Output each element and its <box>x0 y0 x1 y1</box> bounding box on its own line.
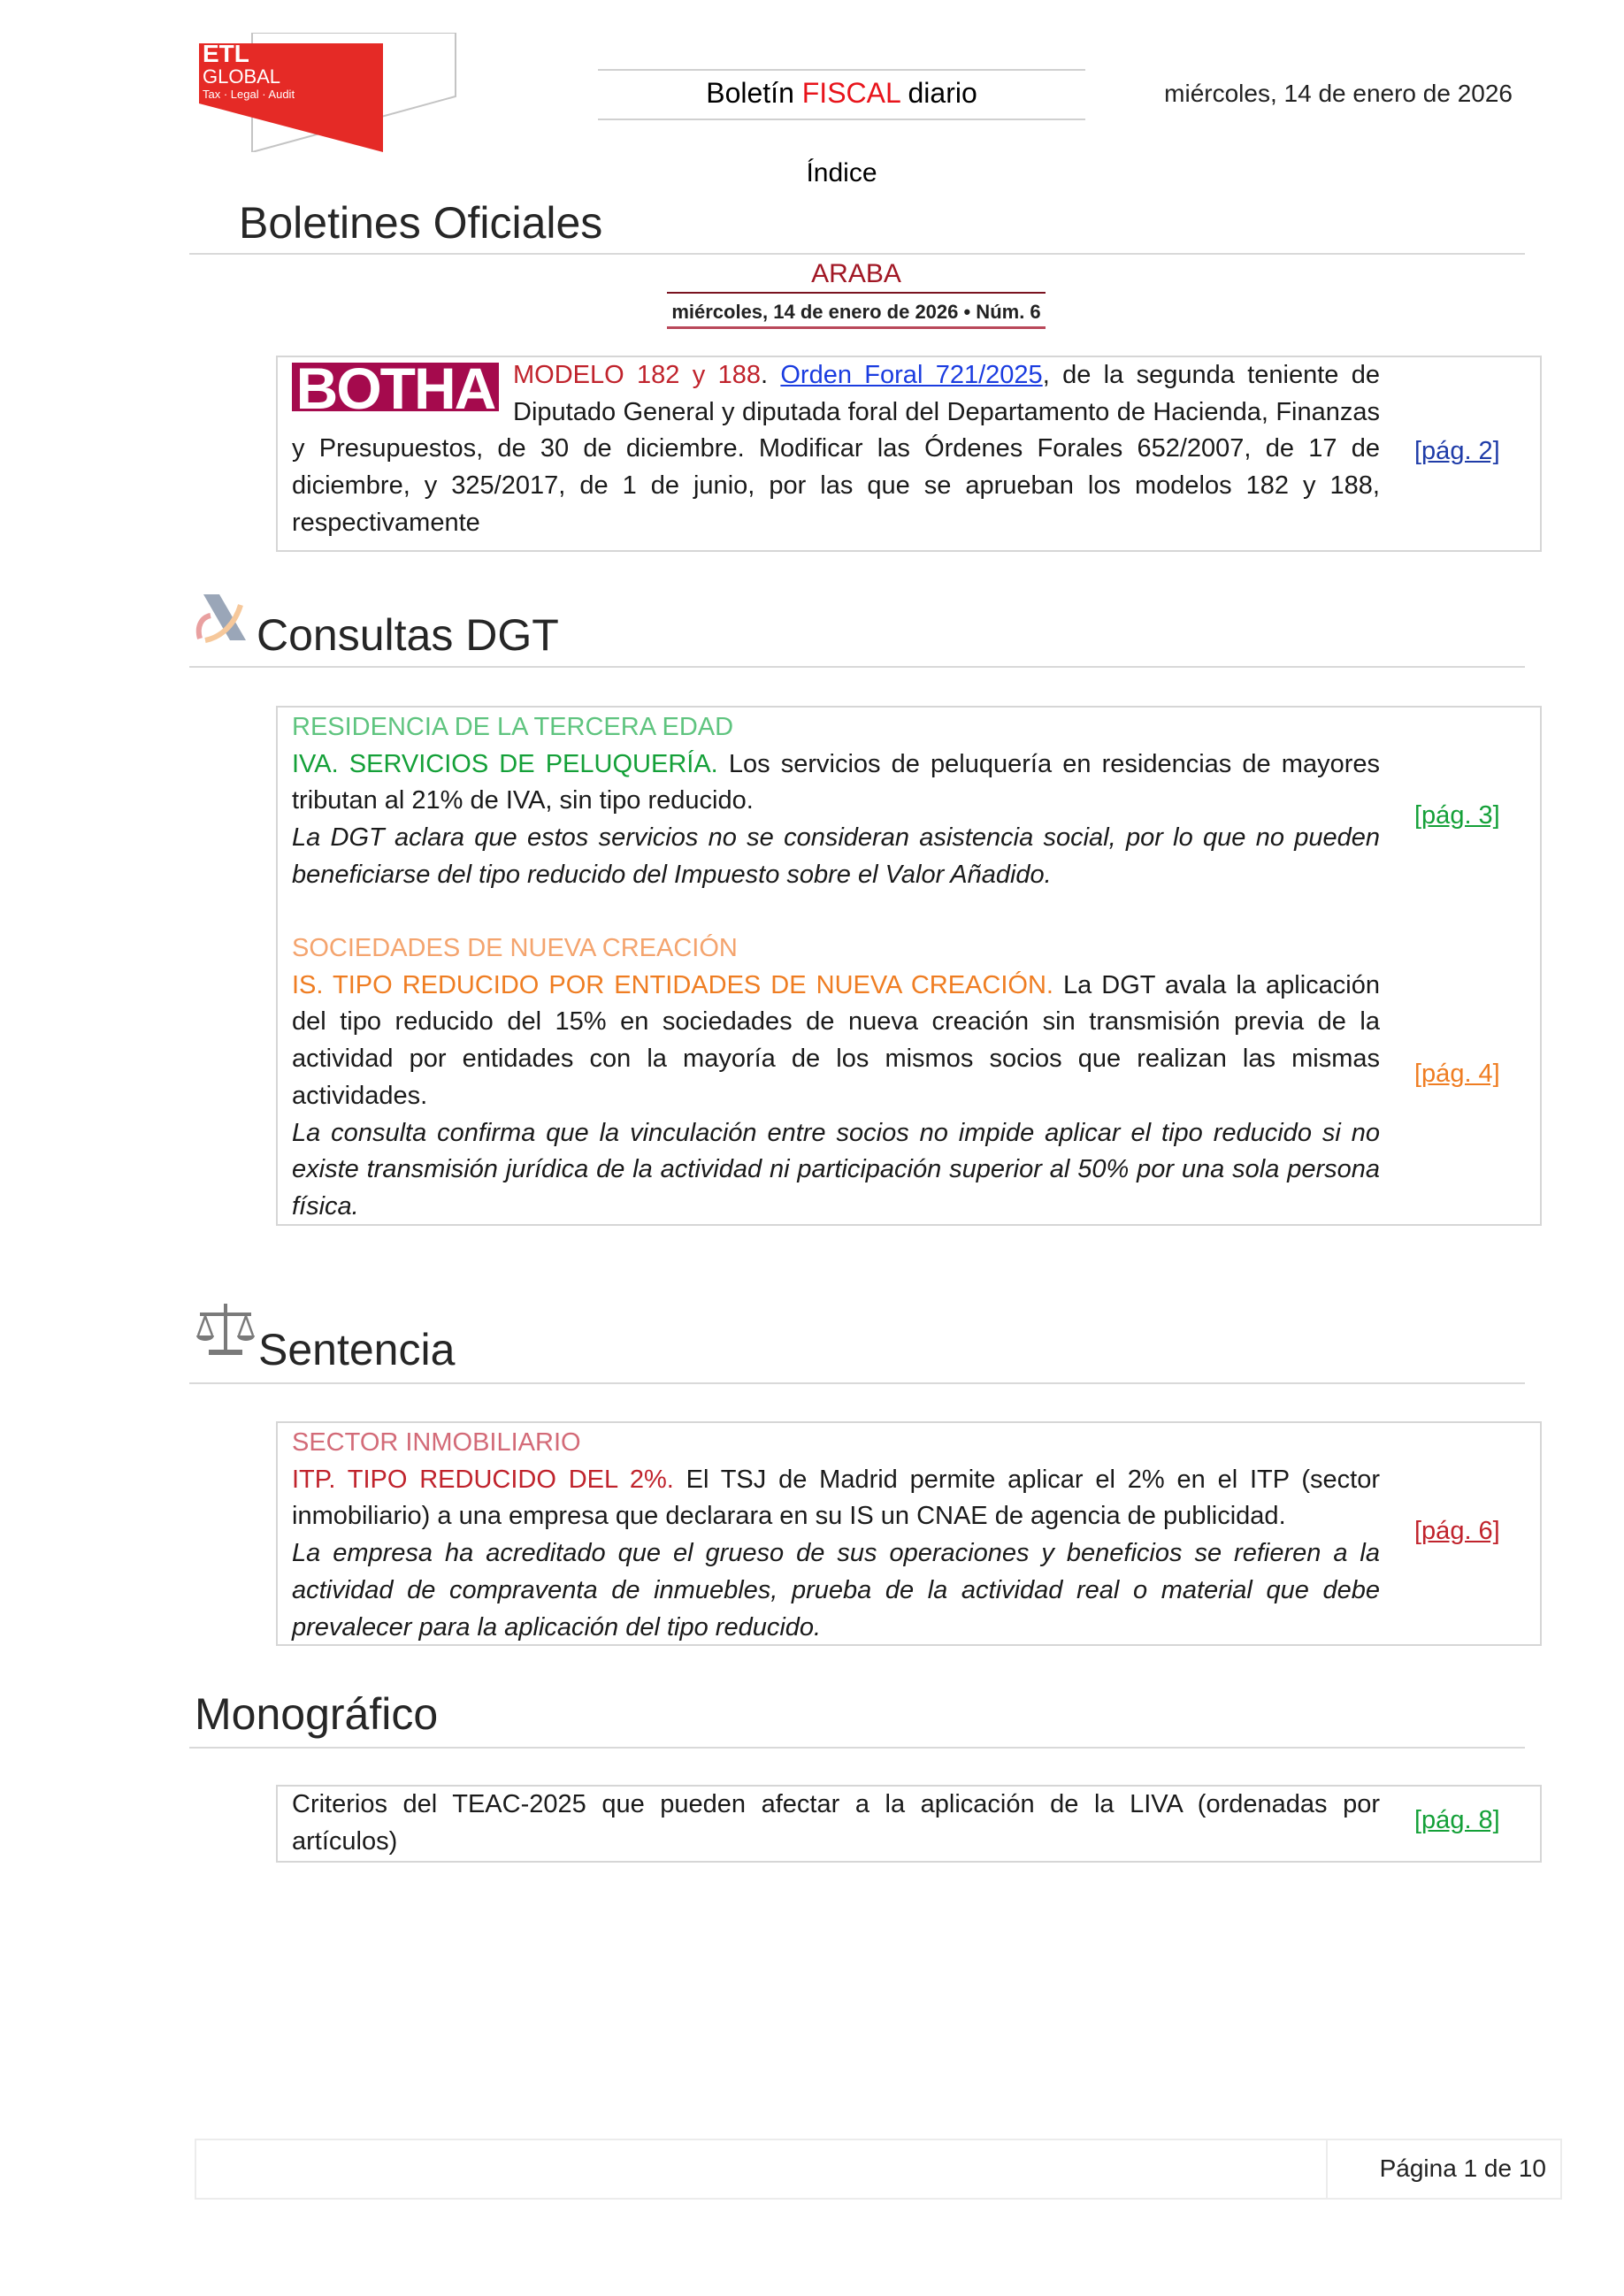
entry-body: La DGT avala la aplicación del tipo reducido del 15% en sociedades de nueva creación sin transmisión previa de la actividad por entidades con la mayoría de los mismos socios que realizan las mismas actividades. <box>292 970 1380 1110</box>
section-divider <box>189 1747 1525 1749</box>
section-title-consultas: Consultas DGT <box>257 610 559 660</box>
orden-foral-link[interactable]: Orden Foral 721/2025 <box>780 361 1043 389</box>
sentencia-entry-text <box>292 1425 1380 1646</box>
bulletin-title-prefix: Boletín <box>706 77 802 109</box>
entry-body: Criterios del TEAC-2025 que pueden afectar a la aplicación de la LIVA (ordenadas por artículos) <box>292 1790 1380 1856</box>
page-number: Página 1 de 10 <box>1379 2154 1546 2182</box>
header-date: miércoles, 14 de enero de 2026 <box>1164 80 1513 107</box>
entry-body: El TSJ de Madrid permite aplicar el 2% en el ITP (sector inmobiliario) a una empresa que declarara en su IS un CNAE de agencia de publicidad. <box>292 1465 1380 1531</box>
entry-note: La DGT aclara que estos servicios no se consideran asistencia social, por lo que no pueden beneficiarse del tipo reducido del Impuesto sobre el Valor Añadido. <box>292 823 1380 889</box>
section-title-boletines: Boletines Oficiales <box>239 198 603 248</box>
section-divider <box>189 253 1525 255</box>
sentencia-entry <box>276 1421 1542 1646</box>
index-heading: Índice <box>806 158 877 188</box>
logo-tagline: Tax · Legal · Audit <box>203 88 295 101</box>
consulta-entry-1 <box>292 709 1380 894</box>
bulletin-title <box>598 74 1085 111</box>
aeat-logo-icon <box>193 587 257 651</box>
gazette-date: miércoles, 14 de enero de 2026 • Núm. 6 <box>671 301 1041 323</box>
entry-note: La consulta confirma que la vinculación entre socios no impide aplicar el tipo reducido si no existe transmisión jurídica de la actividad ni participación superior al 50% por una sola persona física. <box>292 1118 1380 1221</box>
footer-divider <box>1326 2140 1328 2198</box>
entry-heading: IVA. SERVICIOS DE PELUQUERÍA. <box>292 749 718 778</box>
page-link[interactable]: [pág. 2] <box>1414 437 1500 465</box>
page-footer <box>195 2139 1562 2200</box>
entry-separator: . <box>760 361 781 389</box>
bulletin-title-suffix: diario <box>900 77 977 109</box>
section-divider <box>189 1382 1525 1384</box>
logo-spacer <box>292 357 513 430</box>
section-title-sentencia: Sentencia <box>258 1325 456 1374</box>
entry-body: , de la segunda teniente de Diputado General y diputada foral del Departamento de Hacienda, Finanzas y Presupuestos, de 30 de diciembre. Modificar las Órdenes Forales 652/2007, de 17 de diciembre, y 325/2017, de 1 de junio, por las que se aprueban los modelos 182 y 188, respectivamente <box>292 361 1380 537</box>
entry-category: SECTOR INMOBILIARIO <box>292 1428 581 1457</box>
botha-logo: BOTHA <box>292 363 499 411</box>
gazette-divider <box>667 326 1046 329</box>
etl-global-logo <box>199 33 464 152</box>
entry-heading: IS. TIPO REDUCIDO POR ENTIDADES DE NUEVA CREACIÓN. <box>292 970 1053 999</box>
entry-heading: ITP. TIPO REDUCIDO DEL 2%. <box>292 1465 674 1494</box>
scales-of-justice-icon <box>196 1304 255 1357</box>
region-label: ARABA <box>811 259 901 288</box>
region-divider <box>667 292 1046 294</box>
entry-category: RESIDENCIA DE LA TERCERA EDAD <box>292 713 734 741</box>
botha-entry-text <box>292 357 1380 542</box>
page-link[interactable]: [pág. 8] <box>1414 1806 1500 1834</box>
entry-body: Los servicios de peluquería en residencias de mayores tributan al 21% de IVA, sin tipo reducido. <box>292 749 1380 815</box>
consultas-entries <box>276 706 1542 1226</box>
monografico-entry <box>276 1785 1542 1863</box>
page-link[interactable]: [pág. 4] <box>1414 1060 1500 1088</box>
entry-category: SOCIEDADES DE NUEVA CREACIÓN <box>292 934 738 962</box>
logo-etl: ETL <box>203 40 249 67</box>
logo-global: GLOBAL <box>203 65 281 88</box>
entry-note: La empresa ha acreditado que el grueso de sus operaciones y beneficios se refieren a la actividad de compraventa de inmuebles, prueba de la actividad real o material que debe prevalecer para la aplicación del tipo reducido. <box>292 1539 1380 1642</box>
section-title-monografico: Monográfico <box>195 1689 439 1739</box>
page-link[interactable]: [pág. 6] <box>1414 1517 1500 1545</box>
botha-entry <box>276 356 1542 552</box>
page-link[interactable]: [pág. 3] <box>1414 801 1500 830</box>
bulletin-title-accent: FISCAL <box>801 77 900 109</box>
section-divider <box>189 666 1525 668</box>
consulta-entry-2 <box>292 930 1380 1226</box>
entry-heading: MODELO 182 y 188 <box>513 361 761 389</box>
